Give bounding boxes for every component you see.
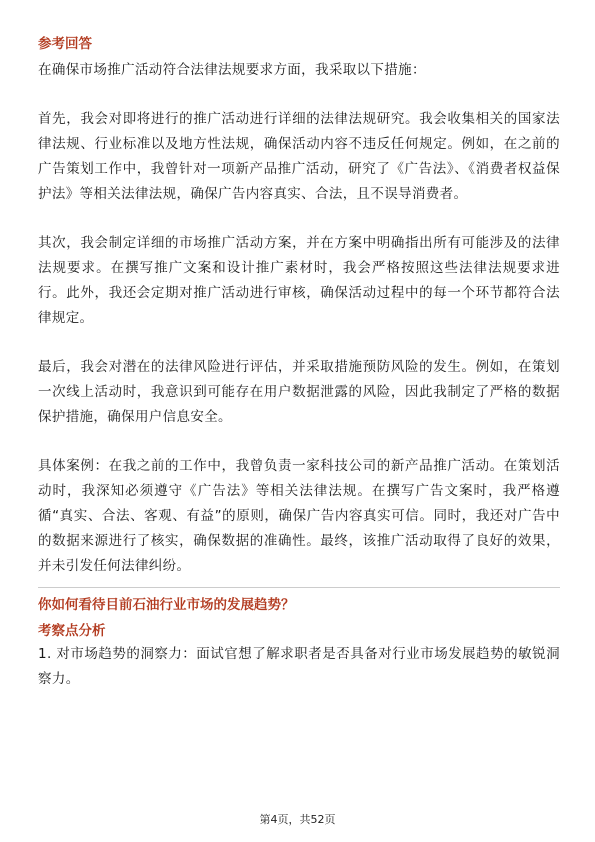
answer-paragraph-3: 最后，我会对潜在的法律风险进行评估，并采取措施预防风险的发生。例如，在策划一次线上活动时，我意识到可能存在用户数据泄露的风险，因此我制定了严格的数据保护措施，确保用户信息安全。 — [38, 359, 560, 425]
answer-intro: 在确保市场推广活动符合法律法规要求方面，我采取以下措施： — [38, 62, 426, 78]
analysis-label: 考察点分析 — [38, 623, 106, 639]
document-page — [38, 34, 560, 692]
answer-paragraph-4: 具体案例：在我之前的工作中，我曾负责一家科技公司的新产品推广活动。在策划活动时，我深知必须遵守《广告法》等相关法律法规。在撰写广告文案时，我严格遵循“真实、合法、客观、有益”的原则，确保广告内容真实可信。同时，我还对广告中的数据来源进行了核实，确保数据的准确性。最终，该推广活动取得了良好的效果，并未引发任何法律纠纷。 — [38, 458, 560, 574]
question-heading: 你如何看待目前石油行业市场的发展趋势？ — [38, 597, 295, 613]
answer-paragraph-2: 其次，我会制定详细的市场推广活动方案，并在方案中明确指出所有可能涉及的法律法规要求。在撰写推广文案和设计推广素材时，我会严格按照这些法律法规要求进行。此外，我还会定期对推广活动进行审核，确保活动过程中的每一个环节都符合法律规定。 — [38, 235, 560, 326]
answer-label: 参考回答 — [38, 36, 92, 52]
answer-paragraph-1: 首先，我会对即将进行的推广活动进行详细的法律法规研究。我会收集相关的国家法律法规、行业标准以及地方性法规，确保活动内容不违反任何规定。例如，在之前的广告策划工作中，我曾针对一项新产品推广活动，研究了《广告法》、《消费者权益保护法》等相关法律法规，确保广告内容真实、合法，且不误导消费者。 — [38, 111, 560, 202]
section-divider — [38, 587, 560, 588]
page-footer: 第4页，共52页 — [259, 813, 336, 826]
analysis-point-1: 1. 对市场趋势的洞察力：面试官想了解求职者是否具备对行业市场发展趋势的敏锐洞察力。 — [38, 646, 560, 687]
